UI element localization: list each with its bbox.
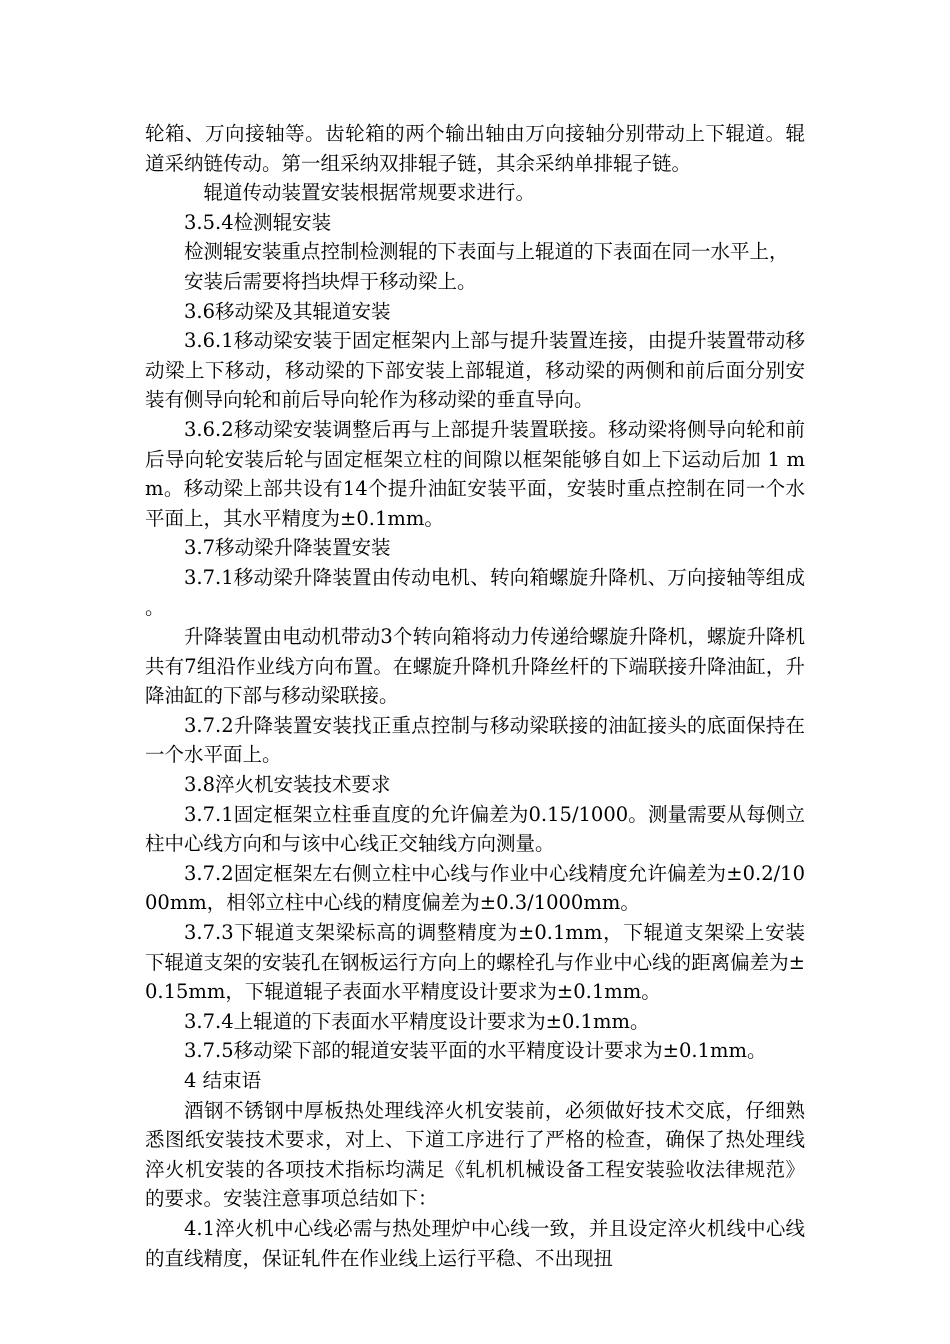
paragraph: 升降装置由电动机带动3个转向箱将动力传递给螺旋升降机，螺旋升降机共有7组沿作业线方向布置。在螺旋升降机升降丝杆的下端联接升降油缸，升降油缸的下部与移动梁联接。 — [145, 625, 805, 708]
paragraph: 3.6.1移动梁安装于固定框架内上部与提升装置连接，由提升装置带动移动梁上下移动，移动梁的下部安装上部辊道，移动梁的两侧和前后面分别安装有侧导向轮和前后导向轮作为移动梁的垂直导向。 — [145, 329, 805, 412]
paragraph: 3.6移动梁及其辊道安装 — [184, 299, 391, 323]
paragraph: 3.7.2升降装置安装找正重点控制与移动梁联接的油缸接头的底面保持在一个水平面上。 — [145, 713, 805, 767]
paragraph: 3.7移动梁升降装置安装 — [184, 536, 391, 560]
paragraph: 3.6.2移动梁安装调整后再与上部提升装置联接。移动梁将侧导向轮和前后导向轮安装后轮与固定框架立柱的间隙以框架能够自如上下运动后加 1 mm。移动梁上部共设有14个提升油缸安装平面，安装时重点控制在同一个水平面上，其水平精度为±0.1mm。 — [145, 417, 805, 530]
paragraph: 4 结束语 — [184, 1069, 262, 1092]
paragraph: 3.5.4检测辊安装 — [184, 210, 332, 234]
paragraph: 辊道传动装置安装根据常规要求进行。 — [203, 181, 536, 205]
paragraph: 3.8淬火机安装技术要求 — [184, 773, 391, 797]
paragraph: 3.7.1固定框架立柱垂直度的允许偏差为0.15/1000。测量需要从每侧立柱中心线方向和与该中心线正交轴线方向测量。 — [145, 802, 805, 856]
document-body — [145, 119, 805, 1273]
paragraph: 3.7.2固定框架左右侧立柱中心线与作业中心线精度允许偏差为±0.2/1000mm，相邻立柱中心线的精度偏差为±0.3/1000mm。 — [145, 861, 805, 915]
paragraph: 酒钢不锈钢中厚板热处理线淬火机安装前，必须做好技术交底，仔细熟悉图纸安装技术要求，对上、下道工序进行了严格的检查，确保了热处理线淬火机安装的各项技术指标均满足《轧机机械设备工程安装验收法律规范》的要求。安装注意事项总结如下： — [145, 1098, 805, 1211]
paragraph: 安装后需要将挡块焊于移动梁上。 — [184, 269, 477, 293]
paragraph: 轮箱、万向接轴等。齿轮箱的两个输出轴由万向接轴分别带动上下辊道。辊道采纳链传动。第一组采纳双排辊子链，其余采纳单排辊子链。 — [145, 122, 805, 175]
paragraph: 3.7.3下辊道支架梁标高的调整精度为±0.1mm，下辊道支架梁上安装下辊道支架的安装孔在钢板运行方向上的螺栓孔与作业中心线的距离偏差为±0.15mm，下辊道辊子表面水平精度设计要求为±0.1mm。 — [145, 921, 805, 1004]
paragraph: 3.7.1移动梁升降装置由传动电机、转向箱螺旋升降机、万向接轴等组成。 — [145, 565, 805, 619]
paragraph: 检测辊安装重点控制检测辊的下表面与上辊道的下表面在同一水平上， — [184, 240, 789, 264]
paragraph: 3.7.5移动梁下部的辊道安装平面的水平精度设计要求为±0.1mm。 — [184, 1039, 767, 1063]
paragraph: 4.1淬火机中心线必需与热处理炉中心线一致，并且设定淬火机线中心线的直线精度，保证轧件在作业线上运行平稳、不出现扭 — [145, 1216, 805, 1270]
paragraph: 3.7.4上辊道的下表面水平精度设计要求为±0.1mm。 — [184, 1009, 650, 1033]
